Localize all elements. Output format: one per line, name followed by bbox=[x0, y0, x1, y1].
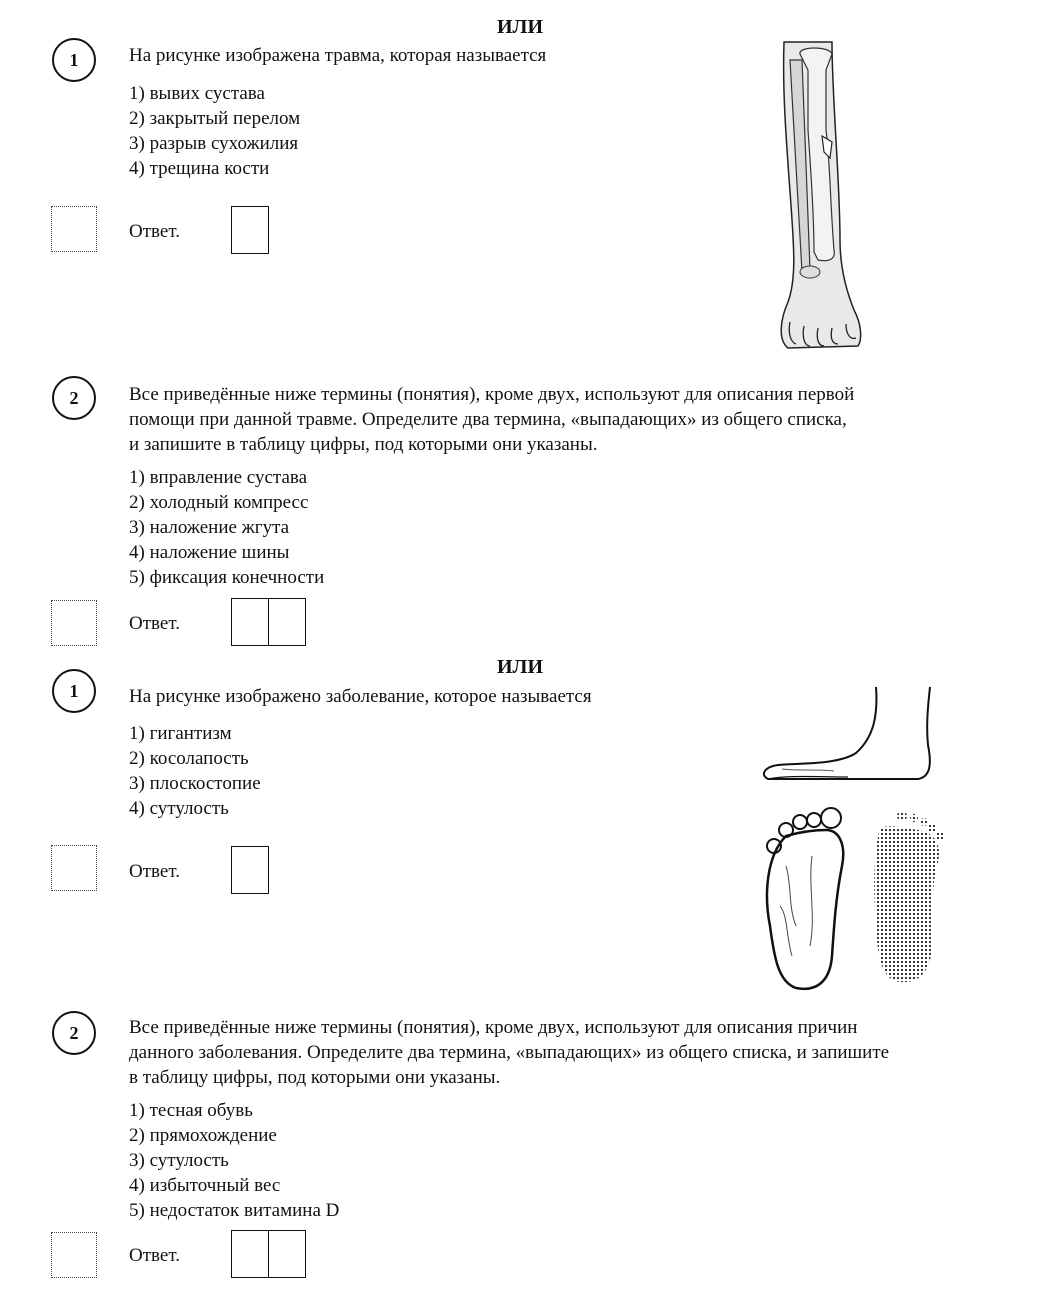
option: 1) вывих сустава bbox=[129, 83, 265, 104]
option: 3) наложение жгута bbox=[129, 517, 290, 538]
answer-label: Ответ. bbox=[129, 861, 180, 882]
answer-cell[interactable] bbox=[232, 599, 268, 645]
flat-footprint-illustration bbox=[868, 808, 946, 988]
answer-box[interactable] bbox=[231, 206, 269, 254]
answer-cell[interactable] bbox=[232, 1231, 268, 1277]
option: 4) наложение шины bbox=[129, 542, 290, 563]
option: 5) недостаток витамина D bbox=[129, 1200, 340, 1221]
answer-box-two-cells[interactable] bbox=[231, 598, 306, 646]
footprint-outline-illustration bbox=[756, 806, 854, 992]
task-number-1: 1 bbox=[52, 38, 96, 82]
score-box bbox=[51, 1232, 97, 1278]
option: 3) сутулость bbox=[129, 1150, 229, 1171]
option: 2) прямохождение bbox=[129, 1125, 277, 1146]
task-4-question bbox=[129, 1015, 1003, 1090]
task-1-question: На рисунке изображена травма, которая называется bbox=[129, 45, 547, 66]
answer-label: Ответ. bbox=[129, 613, 180, 634]
score-box bbox=[51, 206, 97, 252]
option: 2) косолапость bbox=[129, 748, 249, 769]
answer-box[interactable] bbox=[231, 846, 269, 894]
question-line: и запишите в таблицу цифры, под которыми они указаны. bbox=[129, 434, 598, 455]
task-number-2: 2 bbox=[52, 376, 96, 420]
answer-box-two-cells[interactable] bbox=[231, 1230, 306, 1278]
answer-cell[interactable] bbox=[268, 599, 304, 645]
task-2-options bbox=[129, 465, 324, 590]
fracture-leg-illustration bbox=[770, 40, 870, 356]
option: 3) плоскостопие bbox=[129, 773, 261, 794]
option: 2) закрытый перелом bbox=[129, 108, 301, 129]
option: 1) вправление сустава bbox=[129, 467, 308, 488]
separator-or-1: ИЛИ bbox=[496, 16, 543, 38]
answer-label: Ответ. bbox=[129, 1245, 180, 1266]
answer-cell[interactable] bbox=[232, 207, 268, 253]
score-box bbox=[51, 845, 97, 891]
option: 1) тесная обувь bbox=[129, 1100, 253, 1121]
task-1-options bbox=[129, 81, 300, 181]
answer-cell[interactable] bbox=[268, 1231, 304, 1277]
task-4-options bbox=[129, 1098, 339, 1223]
option: 3) разрыв сухожилия bbox=[129, 133, 299, 154]
option: 1) гигантизм bbox=[129, 723, 232, 744]
task-3-options bbox=[129, 721, 261, 821]
option: 2) холодный компресс bbox=[129, 492, 309, 513]
option: 4) трещина кости bbox=[129, 158, 270, 179]
separator-or-2: ИЛИ bbox=[496, 656, 543, 678]
task-3-question: На рисунке изображено заболевание, которое называется bbox=[129, 686, 592, 707]
task-number-1: 1 bbox=[52, 669, 96, 713]
option: 4) избыточный вес bbox=[129, 1175, 281, 1196]
question-line: помощи при данной травме. Определите два термина, «выпадающих» из общего списка, bbox=[129, 409, 847, 430]
task-number-2: 2 bbox=[52, 1011, 96, 1055]
score-box bbox=[51, 600, 97, 646]
option: 4) сутулость bbox=[129, 798, 229, 819]
question-line: данного заболевания. Определите два термина, «выпадающих» из общего списка, и запишите bbox=[129, 1042, 890, 1063]
task-2-question bbox=[129, 382, 1003, 457]
answer-cell[interactable] bbox=[232, 847, 268, 893]
question-line: Все приведённые ниже термины (понятия), кроме двух, используют для описания первой bbox=[129, 384, 855, 405]
flat-foot-side-illustration bbox=[758, 685, 938, 783]
answer-label: Ответ. bbox=[129, 221, 180, 242]
option: 5) фиксация конечности bbox=[129, 567, 325, 588]
question-line: в таблицу цифры, под которыми они указаны. bbox=[129, 1067, 501, 1088]
question-line: Все приведённые ниже термины (понятия), кроме двух, используют для описания причин bbox=[129, 1017, 858, 1038]
